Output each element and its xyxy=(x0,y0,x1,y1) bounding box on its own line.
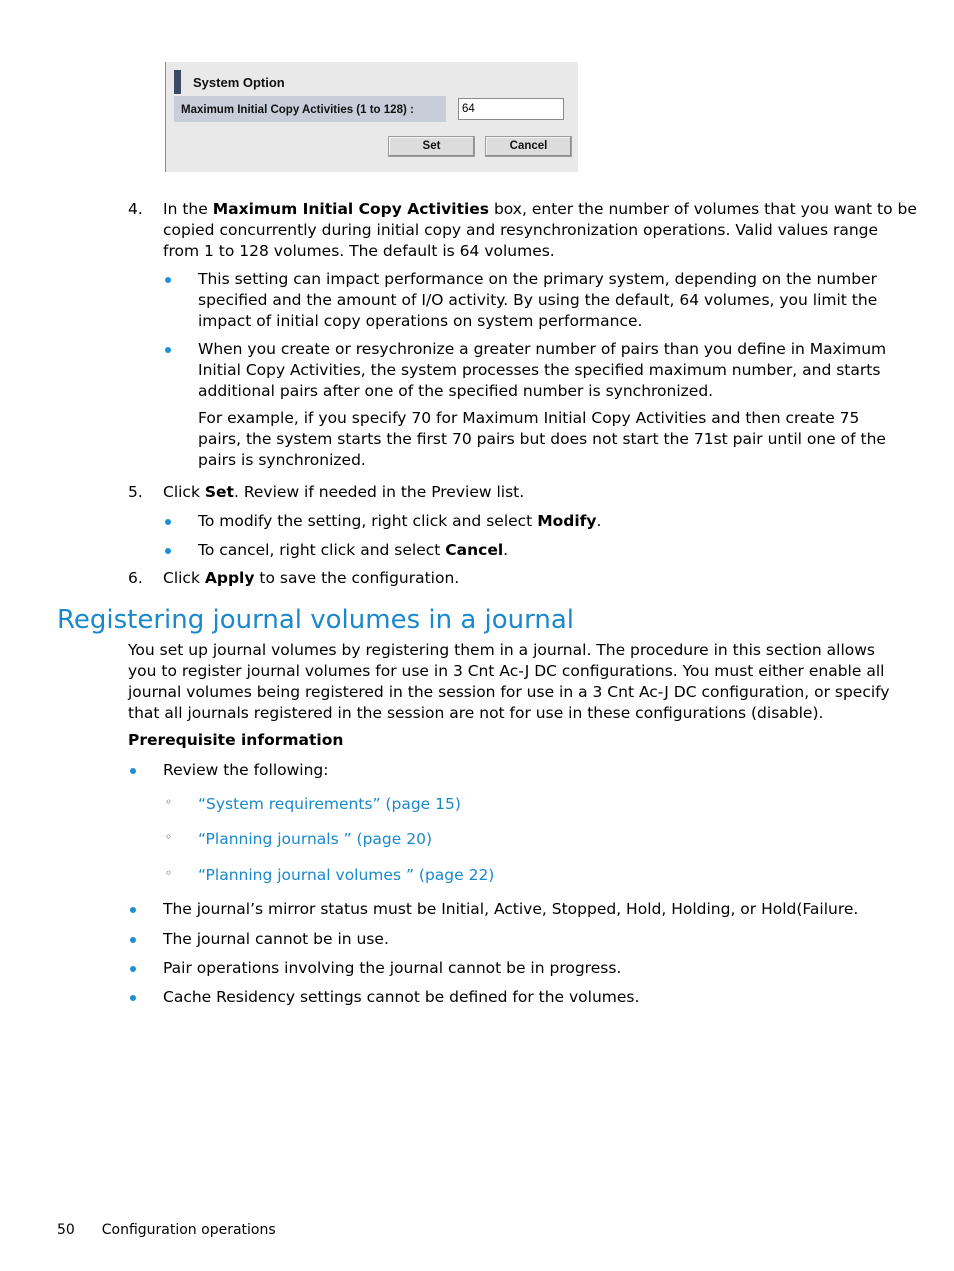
text: box, enter the number of volumes that you want to be xyxy=(489,200,917,218)
text: To modify the setting, right click and select xyxy=(198,512,538,530)
circle-bullet-icon: ◦ xyxy=(165,830,173,844)
prerequisite-heading: Prerequisite information xyxy=(128,731,344,749)
circle-bullet-icon: ◦ xyxy=(165,866,173,880)
step-text xyxy=(163,482,524,503)
max-initial-copy-input[interactable]: 64 xyxy=(458,98,564,120)
bullet-text: specified and the amount of I/O activity. By using the default, 64 volumes, you limit the xyxy=(198,291,878,309)
title-accent-bar xyxy=(174,70,181,94)
example-text: For example, if you specify 70 for Maximum Initial Copy Activities and then create 75 xyxy=(198,409,860,427)
set-button[interactable]: Set xyxy=(388,136,475,157)
bullet-text: Pair operations involving the journal cannot be in progress. xyxy=(163,959,622,977)
paragraph-line: that all journals registered in the session are not for use in these configurations (disable). xyxy=(128,704,824,722)
step-number: 6. xyxy=(128,569,143,587)
text: . xyxy=(596,512,602,530)
text: To cancel, right click and select xyxy=(198,541,446,559)
bullet-icon xyxy=(165,548,171,554)
ui-term: Cancel xyxy=(445,541,504,559)
dialog-title: System Option xyxy=(193,75,285,90)
bullet-icon xyxy=(130,995,136,1001)
footer-section: Configuration operations xyxy=(101,1222,276,1238)
example-text: pairs, the system starts the first 70 pairs but does not start the 71st pair until one of the xyxy=(198,430,886,448)
paragraph-line: You set up journal volumes by registering them in a journal. The procedure in this section allows xyxy=(128,641,875,659)
link-planning-journal-volumes[interactable]: “Planning journal volumes ” (page 22) xyxy=(198,866,495,884)
system-option-dialog xyxy=(165,62,578,172)
paragraph-line: you to register journal volumes for use in 3 Cnt Ac-J DC configurations. You must either enable all xyxy=(128,662,885,680)
bullet-text: additional pairs after one of the specified number is synchronized. xyxy=(198,382,714,400)
max-initial-copy-label: Maximum Initial Copy Activities (1 to 128) : xyxy=(181,104,414,116)
bullet-icon xyxy=(165,277,171,283)
footer xyxy=(57,1222,276,1238)
step-text: from 1 to 128 volumes. The default is 64 volumes. xyxy=(163,242,555,260)
text: to save the configuration. xyxy=(254,569,460,587)
text: . xyxy=(503,541,509,559)
text: Click xyxy=(163,483,205,501)
text: . Review if needed in the Preview list. xyxy=(233,483,525,501)
section-heading: Registering journal volumes in a journal xyxy=(57,605,575,635)
bullet-text: This setting can impact performance on the primary system, depending on the number xyxy=(198,270,877,288)
bullet-icon xyxy=(165,519,171,525)
bullet-icon xyxy=(130,966,136,972)
cancel-button[interactable]: Cancel xyxy=(485,136,572,157)
bullet-icon xyxy=(165,347,171,353)
step-text xyxy=(163,199,917,220)
link-planning-journals[interactable]: “Planning journals ” (page 20) xyxy=(198,830,433,848)
bullet-text xyxy=(198,540,508,561)
bullet-text: Review the following: xyxy=(163,761,329,779)
bullet-icon xyxy=(130,937,136,943)
bullet-icon xyxy=(130,768,136,774)
example-text: pairs is synchronized. xyxy=(198,451,366,469)
step-number: 4. xyxy=(128,200,143,218)
text: Click xyxy=(163,569,205,587)
ui-term: Modify xyxy=(537,512,597,530)
bullet-text: Initial Copy Activities, the system processes the specified maximum number, and starts xyxy=(198,361,881,379)
step-text: copied concurrently during initial copy and resynchronization operations. Valid values range xyxy=(163,221,879,239)
step-text xyxy=(163,568,459,589)
bullet-text: impact of initial copy operations on system performance. xyxy=(198,312,643,330)
bullet-text: When you create or resychronize a greater number of pairs than you define in Maximum xyxy=(198,340,887,358)
ui-term: Maximum Initial Copy Activities xyxy=(212,200,490,218)
bullet-text: The journal’s mirror status must be Initial, Active, Stopped, Hold, Holding, or Hold(Failure. xyxy=(163,900,859,918)
text: In the xyxy=(163,200,213,218)
bullet-icon xyxy=(130,907,136,913)
circle-bullet-icon: ◦ xyxy=(165,795,173,809)
ui-term: Apply xyxy=(204,569,255,587)
bullet-text: Cache Residency settings cannot be defined for the volumes. xyxy=(163,988,640,1006)
link-system-requirements[interactable]: “System requirements” (page 15) xyxy=(198,795,461,813)
ui-term: Set xyxy=(204,483,234,501)
paragraph-line: journal volumes being registered in the session for use in a 3 Cnt Ac-J DC configuration, or specify xyxy=(128,683,890,701)
page-number: 50 xyxy=(57,1222,75,1238)
step-number: 5. xyxy=(128,483,143,501)
bullet-text: The journal cannot be in use. xyxy=(163,930,389,948)
bullet-text xyxy=(198,511,601,532)
